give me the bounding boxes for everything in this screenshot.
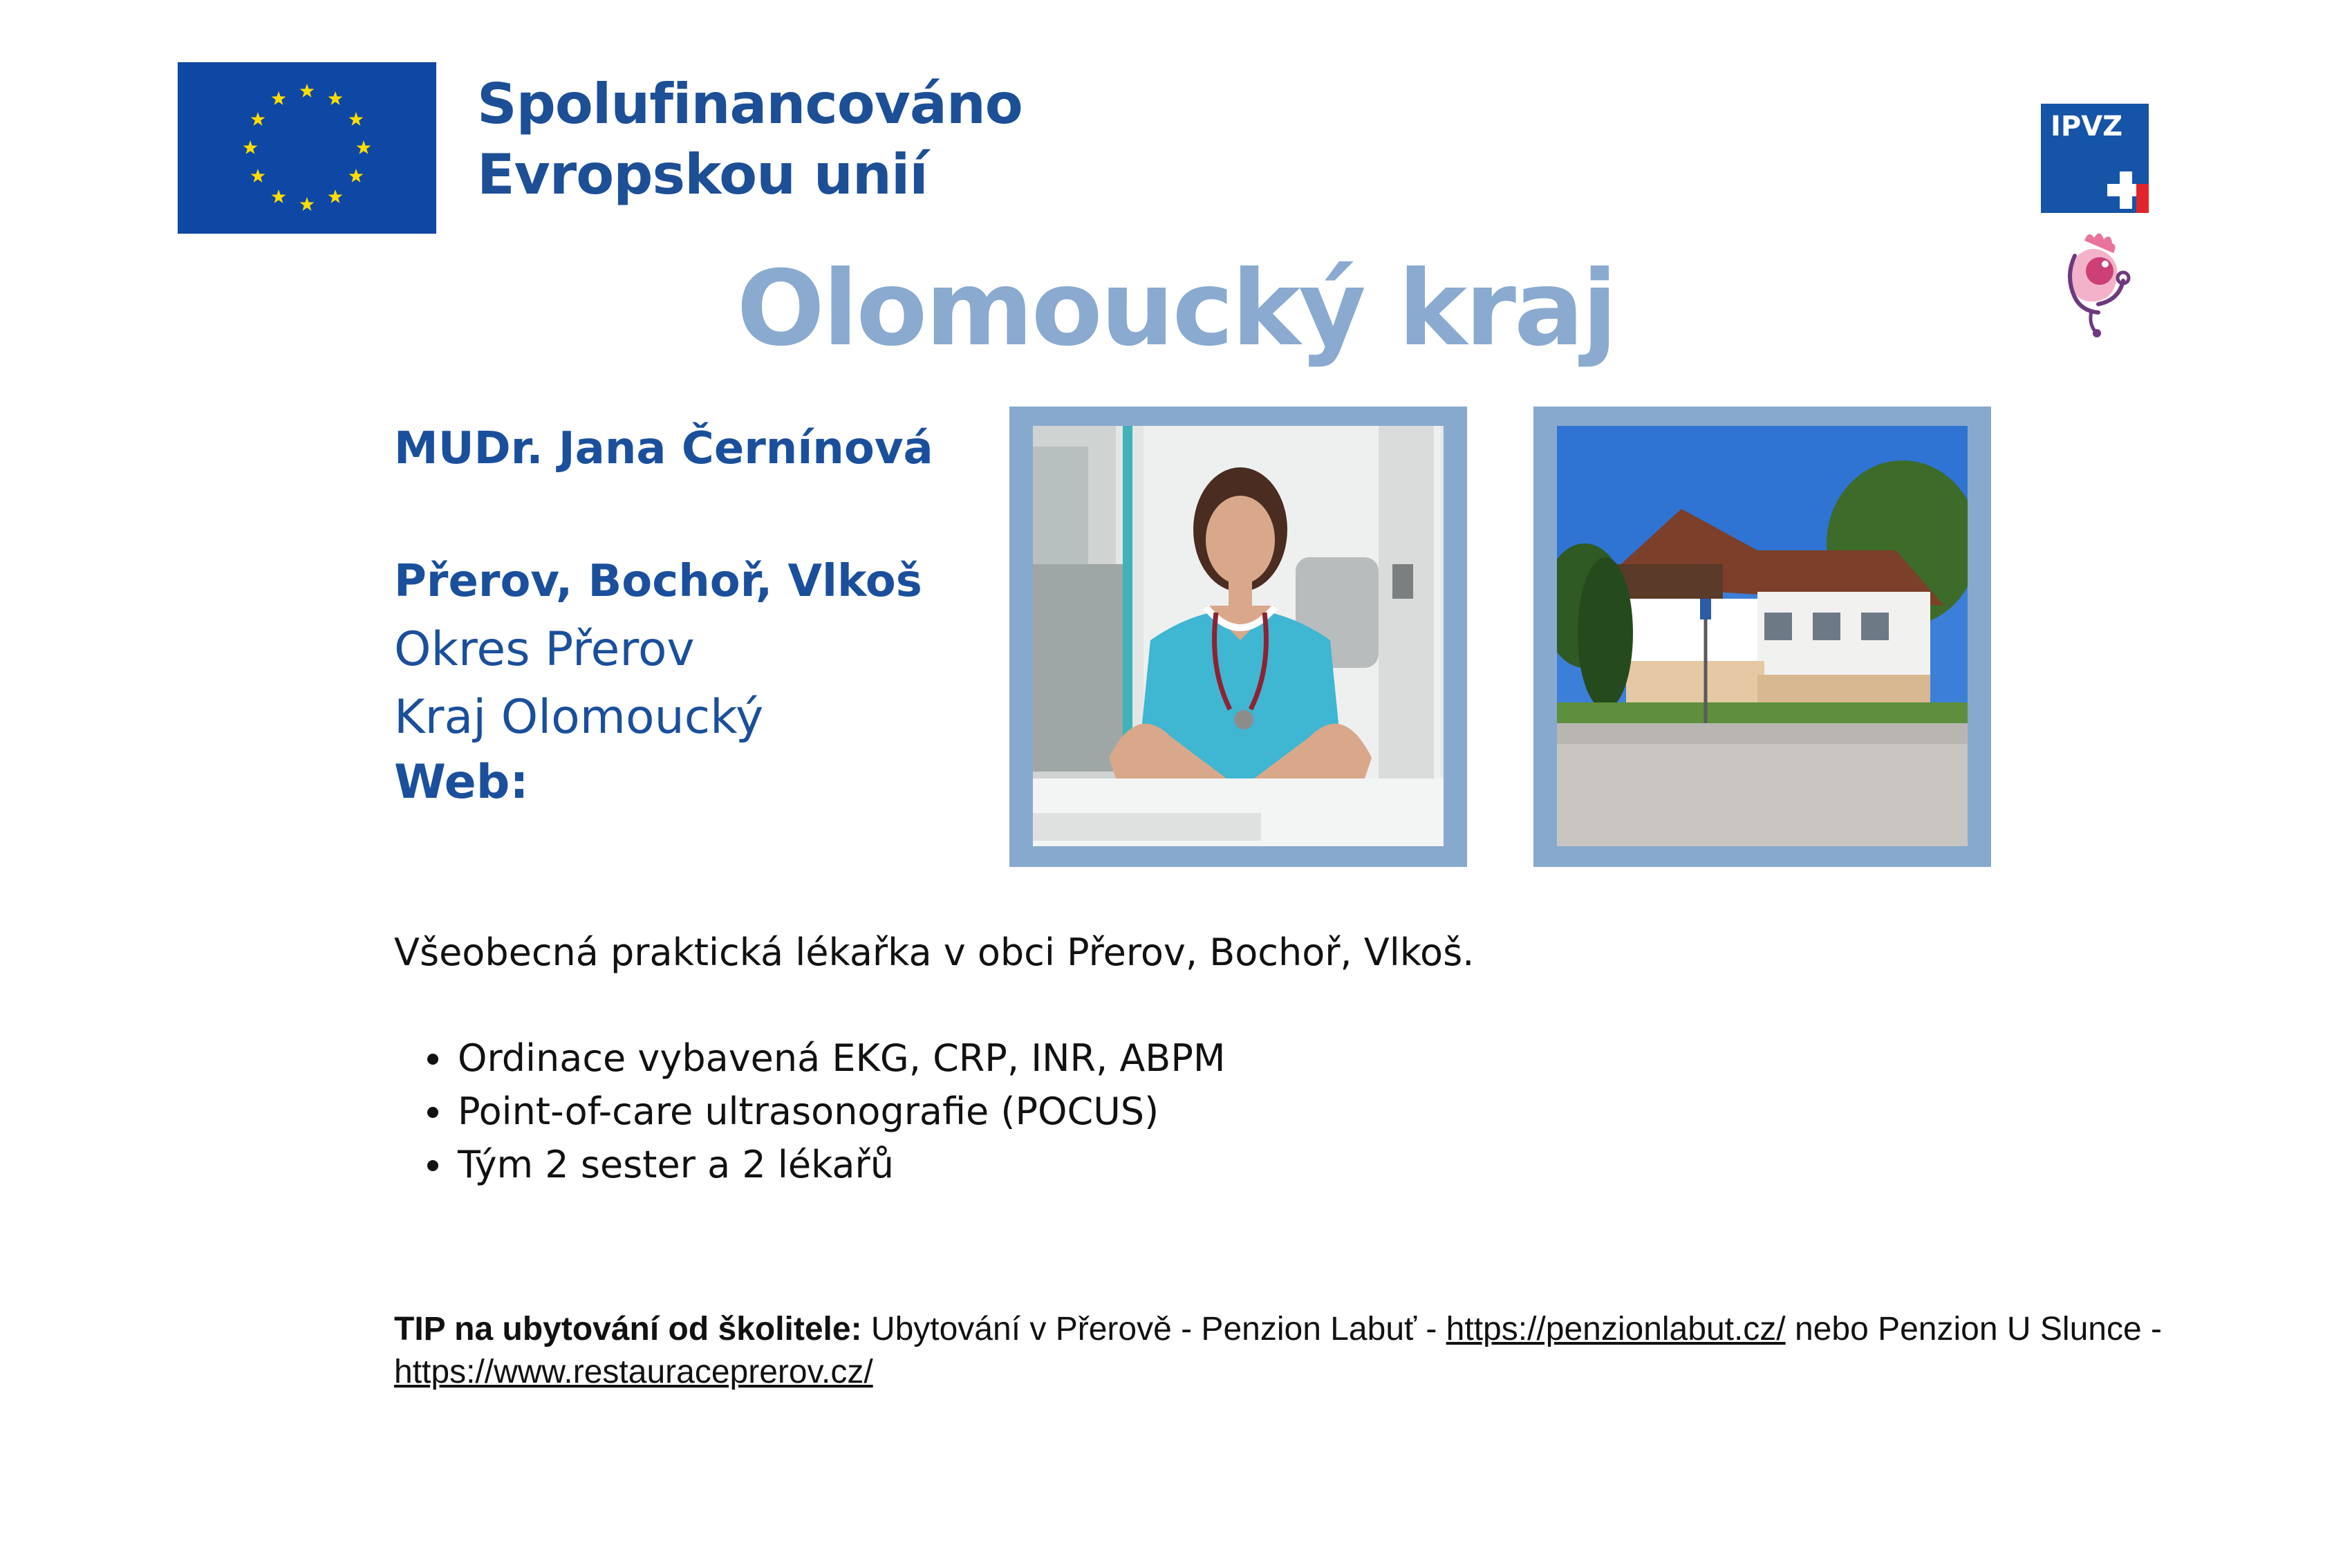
region-name: Kraj Olomoucký bbox=[394, 690, 764, 745]
accommodation-tip bbox=[394, 1308, 2171, 1394]
building-photo-frame bbox=[1533, 407, 1991, 867]
web-label: Web: bbox=[394, 755, 529, 810]
features-list bbox=[394, 1032, 1226, 1191]
doctor-photo-frame bbox=[1009, 407, 1467, 867]
bullet-icon bbox=[427, 1107, 438, 1118]
building-photo bbox=[1557, 426, 1968, 846]
list-item bbox=[394, 1085, 1226, 1138]
bullet-icon bbox=[427, 1054, 438, 1065]
feature-text: Tým 2 sester a 2 lékařů bbox=[458, 1143, 894, 1186]
district-name: Okres Přerov bbox=[394, 622, 695, 677]
bullet-icon bbox=[427, 1160, 438, 1171]
tip-text: nebo Penzion U Slunce - bbox=[1785, 1311, 2162, 1347]
eu-cofinanced-line1: Spolufinancováno bbox=[477, 72, 1023, 136]
feature-text: Point-of-care ultrasonografie (POCUS) bbox=[458, 1090, 1159, 1133]
restaurace-prerov-link[interactable]: https://www.restauraceprerov.cz/ bbox=[394, 1354, 873, 1390]
tip-label: TIP na ubytování od školitele: bbox=[394, 1311, 862, 1347]
ipvz-logo-text: IPVZ bbox=[2051, 111, 2123, 142]
description-text: Všeobecná praktická lékařka v obci Přerov, Bochoř, Vlkoš. bbox=[394, 931, 1475, 974]
eu-flag-icon bbox=[178, 62, 436, 234]
doctor-photo bbox=[1033, 426, 1444, 846]
penzion-labut-link[interactable]: https://penzionlabut.cz/ bbox=[1446, 1311, 1786, 1347]
page-title: Olomoucký kraj bbox=[736, 249, 1616, 369]
doctor-name: MUDr. Jana Černínová bbox=[394, 423, 933, 474]
feature-text: Ordinace vybavená EKG, CRP, INR, ABPM bbox=[458, 1036, 1226, 1080]
eu-cofinanced-line2: Evropskou unií bbox=[477, 142, 928, 207]
list-item bbox=[394, 1032, 1226, 1085]
medical-cross-icon bbox=[2103, 167, 2149, 213]
location-name: Přerov, Bochoř, Vlkoš bbox=[394, 556, 922, 607]
tip-text: Ubytování v Přerově - Penzion Labuť - bbox=[861, 1311, 1446, 1347]
list-item bbox=[394, 1138, 1226, 1191]
ipvz-logo bbox=[2041, 104, 2149, 213]
